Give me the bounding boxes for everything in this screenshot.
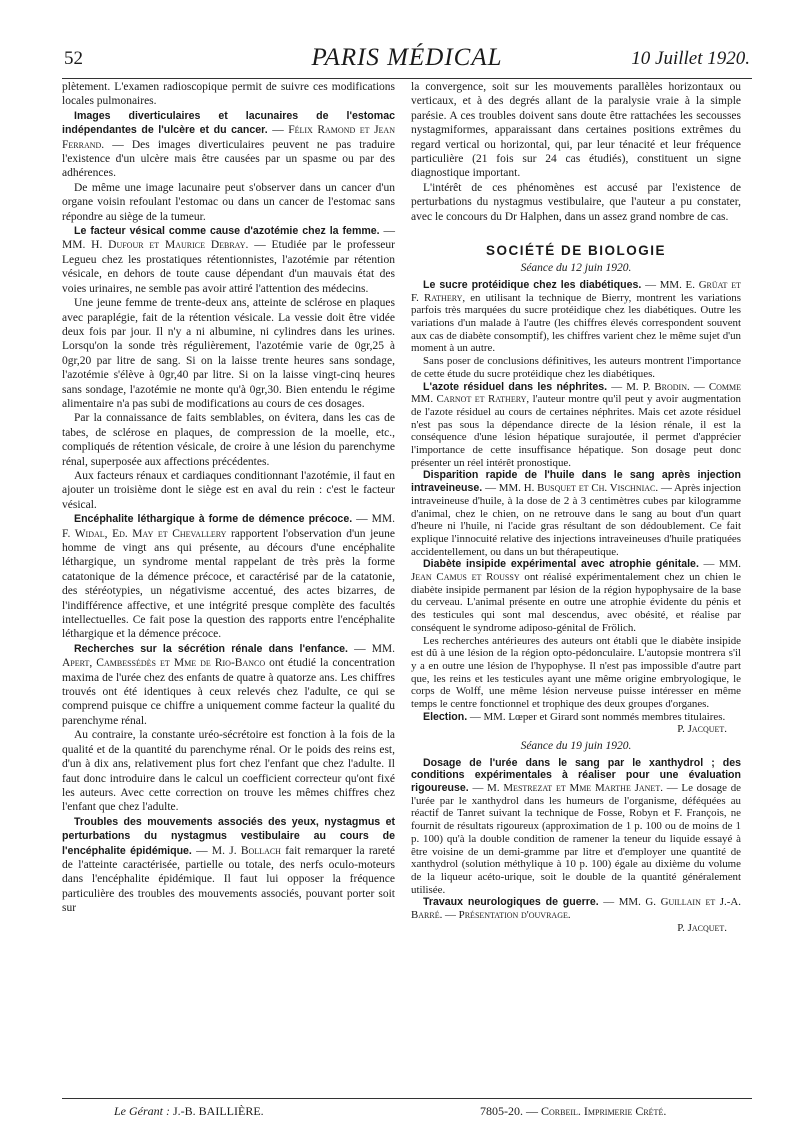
session-reports xyxy=(411,757,741,935)
article-title: Le sucre protéidique chez les diabétiques. xyxy=(423,278,642,291)
article-title: L'azote résiduel dans les néphrites. xyxy=(423,380,608,393)
article-text: en utilisant la technique de Bierry, montrent les variations parfois très marquées du sucre protéidique chez les diabétiques. Outre les variations d'un malade à l'autre (les chiffres élevés correspondent souvent aux cas de diabète consomptif), les chiffres varient chez le même sujet d'un moment à un autre. xyxy=(411,291,741,355)
article-title: Diabète insipide expérimental avec atrophie génitale. xyxy=(423,558,699,571)
article-text: l'auteur montre qu'il peut y avoir augmentation de l'azote résiduel au cours de certaines néphrites. Mais cet azote résiduel n'est pas sous la dépendance directe de la lésion rénale, il est la conséquence d'une lésion hépatique surajoutée, il permet d'apprécier l'importance de cette insuffisance hépatique. Son dosage peut donc présenter un réel intérêt pronostique. xyxy=(411,393,742,469)
article-text: — MM. G. Guillain et J.-A. Barré. — Présentation d'ouvrage. xyxy=(411,896,741,922)
article-authors: — MM. H. Dufour et Maurice Debray. xyxy=(62,225,396,252)
article-title: Encéphalite léthargique à forme de démence précoce. xyxy=(74,513,353,526)
article-authors: — M. P. Brodin. — Comme MM. Carnot et Rathery, xyxy=(411,380,741,406)
printer-credit: 7805-20. — Corbeil. Imprimerie Crété. xyxy=(480,1104,667,1118)
paragraph: Au contraire, la constante uréo-sécrétoire est fonction à la fois de la qualité et de la quantité du parenchyme rénal. Or le poids des reins est, d'un à dix ans, relativement plus fort chez l'enfant que chez l'adulte. Il faut donc introduire dans le calcul un coefficient correcteur qu'ont fixé les auteurs. Avec cette correction on trouve les mêmes chiffres chez l'enfant que chez l'adulte. xyxy=(62,729,395,814)
article-text: — Le dosage de l'urée par le xanthydrol dans les humeurs de l'organisme, déféquées au réactif de Tanret suivant la technique de Fosse, Robyn et F. François, ne fournit de résultats rigoureux (approximation de 1 p. 100 ou de moins de 1 p. 100) qu'à la double condition de ramener la teneur du liquide essayé à être voisine de un demi-gramme par litre et d'employer une quantité de xanthydrol (solution méthylique à 10 p. 100) égale au dixième du volume de la liqueur acéto-urique, soit le double de la quantité généralement utilisée. xyxy=(411,782,741,896)
right-column xyxy=(411,80,741,934)
article-text: — Des images diverticulaires peuvent ne pas traduire l'existence d'un ulcère mais être causées par un spasme ou par des adhérences. xyxy=(62,138,395,180)
article-text: fait remarquer la rareté de l'atteinte caractérisée, partielle ou totale, des nerfs oculo-moteurs dans l'encéphalite épidémique. Il faut lui opposer la fréquence particulière des troubles des mouvements associés, pouvant porter soit sur xyxy=(62,844,395,915)
article xyxy=(411,469,741,558)
page-number: 52 xyxy=(64,48,83,69)
issue-date: 10 Juillet 1920. xyxy=(631,48,750,69)
paragraph: Aux facteurs rénaux et cardiaques conditionnant l'azotémie, il faut en ajouter un troisième dont le siège est en aval du rein : c'est le facteur vésical. xyxy=(62,469,395,511)
article-text: — Après injection intraveineuse d'huile, à la dose de 2 à 3 centimètres cubes par kilogramme d'animal, chez le chien, on ne retrouve dans le sang au bout d'un quart d'heure ni l'huile, ni l'acide gras résultant de son dédoublement. Ce fait explique l'innocuité relative des injections intraveineuses d'huile pratiquées accidentellement, ou dans un but thérapeutique. xyxy=(411,482,741,558)
article-text: — MM. Lœper et Girard sont nommés membres titulaires. xyxy=(469,710,726,723)
article-title: Images diverticulaires et lacunaires de l'estomac indépendantes de l'ulcère et du cancer. xyxy=(62,109,395,137)
article-text: ont réalisé expérimentalement chez un chien le diabète insipide permanent par lésion de la région hypophysaire de la base du cerveau. L'animal présente en outre une atrophie évidente du pénis et des testicules qui sont mal descendus, avec obésité, et réalise par conséquent le syndrome adiposo-génital de Frölich. xyxy=(411,571,741,634)
article-authors: — MM. E. Grüat et F. Rathery, xyxy=(411,278,741,304)
paragraph: plètement. L'examen radioscopique permit de suivre ces modifications locales pulmonaires. xyxy=(62,81,395,108)
left-column xyxy=(62,80,395,916)
paragraph: L'intérêt de ces phénomènes est accusé par l'existence de perturbations du nystagmus vestibulaire, que l'auteur a pu constater, avec le concours du Dr Halphen, dans un assez grand nombre de cas. xyxy=(411,181,741,223)
article-authors: — M. J. Bollach xyxy=(196,844,281,857)
article-authors: — MM. H. Busquet et Ch. Vischniac. xyxy=(485,482,659,495)
article-authors: — MM. Jean Camus et Roussy xyxy=(411,558,741,584)
article xyxy=(411,381,741,470)
session-date: Séance du 19 juin 1920. xyxy=(520,740,632,753)
section-heading: SOCIÉTÉ DE BIOLOGIE xyxy=(485,243,667,259)
article xyxy=(62,642,395,728)
article xyxy=(62,512,395,642)
article xyxy=(411,279,741,355)
article-authors: — M. Mestrezat et Mme Marthe Janet. xyxy=(472,782,663,794)
signature: P. Jacquet. xyxy=(677,921,727,934)
article-title: Dosage de l'urée dans le sang par le xanthydrol ; des conditions expérimentales à réaliser pour une évaluation rigoureuse. xyxy=(411,756,741,794)
session-reports xyxy=(411,279,741,736)
article xyxy=(62,815,395,916)
paragraph: Par la connaissance de faits semblables, on évitera, dans les cas de tabes, de sclérose en plaques, de compression de la moelle, etc., compliqués de rétention vésicale, de croire à une lésion du parenchyme rénal, superposée aux affections précédentes. xyxy=(62,412,395,468)
article xyxy=(411,558,741,634)
article-title: Le facteur vésical comme cause d'azotémie chez la femme. xyxy=(74,225,380,238)
article-authors: — Félix Ramond et Jean Ferrand. xyxy=(62,124,395,151)
article-authors: — MM. Apert, Cambessédès et Mme de Rio-Banco xyxy=(62,642,396,670)
article-text: rapportent l'observation d'un jeune homme de vingt ans qui présente, au décours d'une encéphalite léthargique, un syndrome mental rappelant de très près la forme catatonique de la démence précoce, et caractérisé par de la catatonie, des stéréotypies, un négativisme accentué, des actes bizarres, de l'indifférence affective, et une intégrité presque complète des facultés intellectuelles. Ce fait pose la question des rapports entre l'encéphalite léthargique et la démence précoce. xyxy=(62,527,395,641)
paragraph: Les recherches antérieures des auteurs ont établi que le diabète insipide est dû à une lésion de la région opto-pédonculaire. L'autopsie montrera s'il y a en outre une lésion de l'hypophyse. Il n'est pas impossible d'autre part que, les reins et les testicules ayant une même origine embryologique, le corps de Wolff, une même lésion nerveuse puisse intéresser en même temps le centre fonctionnel et trophique des deux groupes d'organes. xyxy=(411,634,741,711)
article xyxy=(411,757,741,897)
article-text: ont étudié la concentration maxima de l'urée chez des enfants de quatre à quatorze ans. Les chiffres trouvés ont été identiques à ceux relevés chez l'adulte, ce qui se comprend puisque ce chiffre a uniquement comme facteur la qualité du parenchyme rénal. xyxy=(62,657,395,727)
article-title: Election. xyxy=(423,710,468,723)
paragraph: De même une image lacunaire peut s'observer dans un cancer d'un organe voisin refoulant l'estomac ou dans un cancer de l'estomac sans répondre au siège de la tumeur. xyxy=(62,181,395,223)
article-authors: — MM. F. Widal, Ed. May et Chevallery xyxy=(62,513,395,540)
session-date: Séance du 12 juin 1920. xyxy=(520,262,632,275)
article xyxy=(62,109,395,181)
page-header xyxy=(62,42,752,79)
page-footer xyxy=(62,1098,752,1119)
paragraph: Une jeune femme de trente-deux ans, atteinte de sclérose en plaques avec paraplégie, fait de la rétention vésicale. La vessie doit être vidée deux fois par jour. Il n'y a ni albumine, ni cylindres dans les urines. Lorsqu'on la sonde très régulièrement, l'azotémie varie de 0gr,25 à 0gr,20 par litre de sang. Si on la laisse trente heures sans sondage, l'azotémie s'élève à 0gr,40 par litre. Si on la laisse vingt-cinq heures sans sondage, l'azotémie ne monte qu'à 0gr,30. Bien entendu le régime alimentaire n'a pas subi de modifications au cours de ces dosages. xyxy=(62,297,395,410)
article-text: — Etudiée par le professeur Legueu chez les prostatiques rétentionnistes, l'azotémie par rétention vésicale, en dehors de toute cause dépendant d'un mauvais état des voies urinaires, ne semble pas avoir attiré l'attention des médecins. xyxy=(62,239,395,295)
article-title: Recherches sur la sécrétion rénale dans l'enfance. xyxy=(74,642,348,655)
article xyxy=(411,711,741,724)
article-title: Troubles des mouvements associés des yeux, nystagmus et perturbations du nystagmus vestibulaire au cours de l'encéphalite épidémique. xyxy=(62,815,395,857)
gerant-name: J.-B. BAILLIÈRE. xyxy=(173,1104,264,1118)
publisher-credit xyxy=(114,1104,264,1119)
article-title: Travaux neurologiques de guerre. xyxy=(423,896,599,909)
paragraph: Sans poser de conclusions définitives, les auteurs montrent l'importance de cette étude du sucre protéidique chez les diabétiques. xyxy=(411,355,741,380)
journal-title: PARIS MÉDICAL xyxy=(311,44,503,71)
article-title: Disparition rapide de l'huile dans le sang après injection intraveineuse. xyxy=(411,469,741,495)
article xyxy=(411,896,741,921)
article xyxy=(62,224,395,296)
gerant-label: Le Gérant : xyxy=(114,1104,170,1118)
paragraph: la convergence, soit sur les mouvements parallèles horizontaux ou verticaux, et à des degrés allant de la paralysie vraie à la simple parésie. A ces troubles doivent sans doute être rattachées les secousses nystagmiformes, apparaissant dans certaines positions extrêmes du regard vertical ou horizontal, qui, par leur ténacité et leur fréquence particulière (21 fois sur 24 cas étudiés), constituent un signe diagnostique important. xyxy=(411,81,741,180)
signature: P. Jacquet. xyxy=(677,723,727,736)
